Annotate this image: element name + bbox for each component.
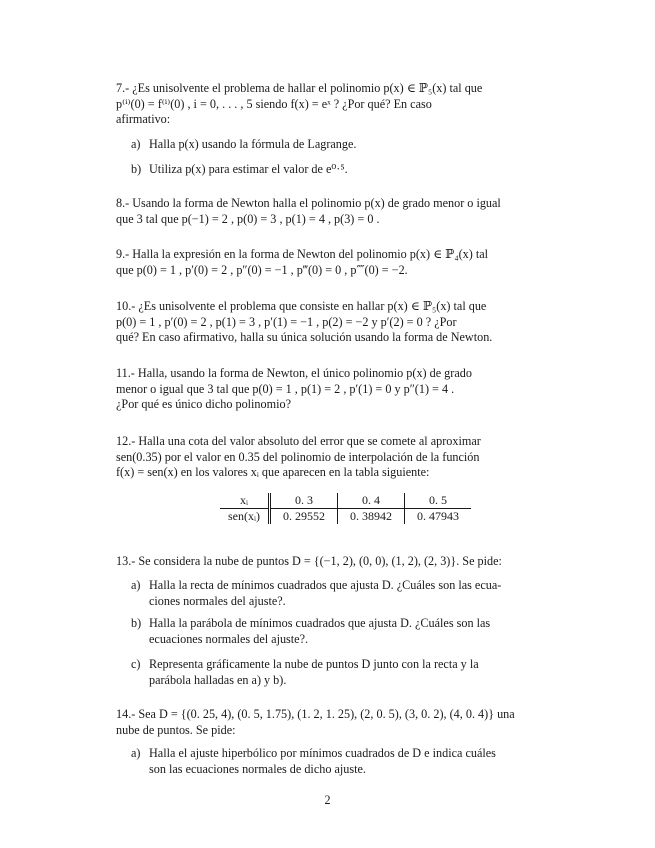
item-label: b) (131, 162, 142, 176)
table-row (220, 509, 471, 525)
problem-8-line-2: que 3 tal que p(−1) = 2 , p(0) = 3 , p(1) = 4 , p(3) = 0 . (116, 211, 380, 226)
problem-10-line-1: 10.- ¿Es unisolvente el problema que consiste en hallar p(x) ∈ ℙ₅(x) tal que (116, 299, 487, 313)
problem-7-line-1: 7.- ¿Es unisolvente el problema de hallar el polinomio p(x) ∈ ℙ₅(x) tal que (116, 81, 483, 95)
problem-7 (116, 81, 544, 128)
problem-11-line-1: 11.- Halla, usando la forma de Newton, el único polinomio p(x) de grado (116, 366, 472, 380)
problem-8 (116, 196, 544, 227)
page-number: 2 (324, 793, 331, 807)
problem-8-line-1: 8.- Usando la forma de Newton halla el polinomio p(x) de grado menor o igual (116, 196, 501, 210)
table-cell: 0. 3 (269, 493, 337, 509)
problem-10-line-3: qué? En caso afirmativo, halla su única solución usando la forma de Newton. (116, 330, 493, 345)
item-label: b) (131, 616, 142, 630)
item-text-line-2: ecuaciones normales del ajuste?. (149, 631, 309, 646)
problem-14 (116, 707, 544, 738)
problem-13-line-1: 13.- Se considera la nube de puntos D = {(−1, 2), (0, 0), (1, 2), (2, 3)}. Se pide: (116, 554, 502, 568)
table-cell: 0. 29552 (269, 509, 337, 525)
table-cell: 0. 4 (337, 493, 404, 509)
table-row-header: xᵢ (220, 493, 269, 509)
item-text-line-1: Halla la recta de mínimos cuadrados que ajusta D. ¿Cuáles son las ecua- (149, 578, 502, 592)
problem-12-line-3: f(x) = sen(x) en los valores xᵢ que aparecen en la tabla siguiente: (116, 465, 430, 480)
problem-7-item-b (131, 162, 544, 178)
problem-13-item-c (131, 657, 544, 688)
problem-11 (116, 366, 544, 413)
item-text-line-2: son las ecuaciones normales de dicho ajuste. (149, 761, 366, 776)
item-text-line-2: ciones normales del ajuste?. (149, 593, 286, 608)
problem-13-item-b (131, 616, 544, 647)
problem-9 (116, 247, 544, 278)
problem-10-line-2: p(0) = 1 , p′(0) = 2 , p(1) = 3 , p′(1) = −1 , p(2) = −2 y p′(2) = 0 ? ¿Por (116, 314, 457, 329)
item-label: a) (131, 746, 141, 760)
interpolation-table (220, 493, 471, 524)
problem-14-item-a (131, 746, 544, 777)
table-cell: 0. 38942 (337, 509, 404, 525)
problem-11-line-3: ¿Por qué es único dicho polinomio? (116, 397, 291, 412)
problem-12 (116, 434, 544, 481)
item-text-line-1: Halla el ajuste hiperbólico por mínimos cuadrados de D e indica cuáles (149, 746, 496, 760)
problem-14-line-1: 14.- Sea D = {(0. 25, 4), (0. 5, 1.75), (1. 2, 1. 25), (2, 0. 5), (3, 0. 2), (4, 0. 4)} una (116, 707, 515, 721)
item-text-line-2: parábola halladas en a) y b). (149, 672, 287, 687)
problem-10 (116, 299, 544, 346)
problem-12-line-2: sen(0.35) por el valor en 0.35 del polinomio de interpolación de la función (116, 449, 480, 464)
problem-12-line-1: 12.- Halla una cota del valor absoluto del error que se comete al aproximar (116, 434, 481, 448)
table-row-header: sen(xᵢ) (220, 509, 269, 525)
item-text-line-1: Representa gráficamente la nube de puntos D junto con la recta y la (149, 657, 479, 671)
problem-7-item-a (131, 137, 544, 153)
item-text: Halla p(x) usando la fórmula de Lagrange. (149, 137, 357, 151)
item-label: c) (131, 657, 141, 671)
item-text-line-1: Halla la parábola de mínimos cuadrados que ajusta D. ¿Cuáles son las (149, 616, 491, 630)
problem-7-line-3: afirmativo: (116, 112, 171, 127)
problem-9-line-1: 9.- Halla la expresión en la forma de Newton del polinomio p(x) ∈ ℙ₄(x) tal (116, 247, 489, 261)
problem-13-item-a (131, 578, 544, 609)
problem-14-line-2: nube de puntos. Se pide: (116, 722, 236, 737)
item-label: a) (131, 578, 141, 592)
problem-7-line-2: p⁽ⁱ⁾(0) = f⁽ⁱ⁾(0) , i = 0, . . . , 5 siendo f(x) = eˣ ? ¿Por qué? En caso (116, 96, 432, 111)
problem-9-line-2: que p(0) = 1 , p′(0) = 2 , p″(0) = −1 , p‴(0) = 0 , p⁗(0) = −2. (116, 262, 408, 277)
problem-13 (116, 554, 544, 570)
item-label: a) (131, 137, 141, 151)
table-cell: 0. 5 (404, 493, 471, 509)
table-cell: 0. 47943 (416, 509, 459, 523)
table-row (220, 493, 471, 509)
item-text: Utiliza p(x) para estimar el valor de e⁰·⁵. (149, 162, 348, 176)
problem-11-line-2: menor o igual que 3 tal que p(0) = 1 , p(1) = 2 , p′(1) = 0 y p″(1) = 4 . (116, 381, 455, 396)
